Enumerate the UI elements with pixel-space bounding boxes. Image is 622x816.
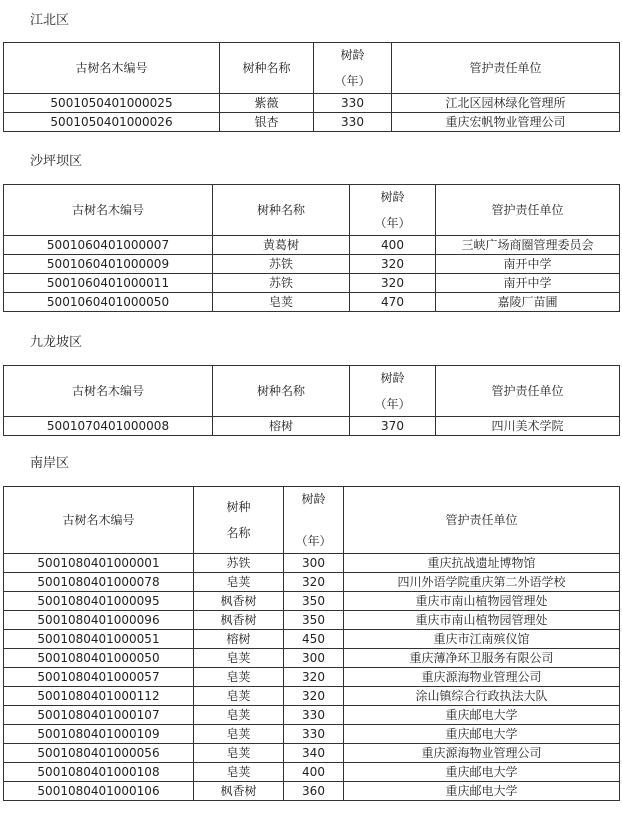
cell-age: 330 — [314, 113, 392, 132]
header-id: 古树名木编号 — [4, 185, 213, 236]
cell-species: 皂荚 — [194, 687, 284, 706]
cell-id: 5001080401000096 — [4, 611, 194, 630]
cell-id: 5001080401000051 — [4, 630, 194, 649]
cell-age: 320 — [284, 573, 344, 592]
cell-id: 5001080401000095 — [4, 592, 194, 611]
section-title-nanan: 南岸区 — [30, 456, 70, 471]
table-row — [4, 293, 620, 312]
cell-unit: 四川美术学院 — [436, 417, 620, 436]
cell-unit: 重庆宏帆物业管理公司 — [392, 113, 620, 132]
cell-id: 5001080401000057 — [4, 668, 194, 687]
header-unit: 管护责任单位 — [436, 185, 620, 236]
table-header-row — [4, 43, 620, 94]
header-species: 树种名称 — [213, 366, 350, 417]
table-row — [4, 113, 620, 132]
cell-species: 皂荚 — [194, 573, 284, 592]
table-row — [4, 782, 620, 801]
header-id: 古树名木编号 — [4, 366, 213, 417]
cell-species: 枫香树 — [194, 782, 284, 801]
cell-unit: 南开中学 — [436, 274, 620, 293]
cell-age: 360 — [284, 782, 344, 801]
cell-species: 苏铁 — [194, 554, 284, 573]
header-age: 树龄 （年） — [314, 43, 392, 94]
cell-id: 5001060401000050 — [4, 293, 213, 312]
table-row — [4, 649, 620, 668]
cell-unit: 重庆薄净环卫服务有限公司 — [344, 649, 620, 668]
cell-species: 苏铁 — [213, 274, 350, 293]
cell-id: 5001080401000112 — [4, 687, 194, 706]
cell-age: 320 — [284, 687, 344, 706]
cell-age: 320 — [284, 668, 344, 687]
cell-species: 榕树 — [213, 417, 350, 436]
header-id: 古树名木编号 — [4, 487, 194, 554]
header-age: 树龄 （年） — [350, 185, 436, 236]
table-row — [4, 592, 620, 611]
cell-species: 皂荚 — [194, 763, 284, 782]
cell-age: 400 — [350, 236, 436, 255]
table-header-row — [4, 366, 620, 417]
cell-age: 300 — [284, 649, 344, 668]
cell-unit: 重庆抗战遗址博物馆 — [344, 554, 620, 573]
cell-age: 450 — [284, 630, 344, 649]
table-row — [4, 744, 620, 763]
cell-age: 470 — [350, 293, 436, 312]
table-row — [4, 725, 620, 744]
table-nanan — [3, 486, 620, 801]
cell-unit: 重庆源海物业管理公司 — [344, 668, 620, 687]
cell-species: 枫香树 — [194, 611, 284, 630]
cell-unit: 重庆源海物业管理公司 — [344, 744, 620, 763]
cell-id: 5001080401000050 — [4, 649, 194, 668]
header-id: 古树名木编号 — [4, 43, 220, 94]
cell-species: 皂荚 — [194, 668, 284, 687]
cell-unit: 涂山镇综合行政执法大队 — [344, 687, 620, 706]
cell-species: 银杏 — [220, 113, 314, 132]
cell-id: 5001070401000008 — [4, 417, 213, 436]
section-title-shapingba: 沙坪坝区 — [30, 154, 83, 169]
cell-species: 皂荚 — [194, 744, 284, 763]
table-row — [4, 554, 620, 573]
cell-unit: 重庆邮电大学 — [344, 706, 620, 725]
table-row — [4, 611, 620, 630]
table-header-row — [4, 185, 620, 236]
cell-id: 5001080401000001 — [4, 554, 194, 573]
cell-id: 5001080401000106 — [4, 782, 194, 801]
header-unit: 管护责任单位 — [392, 43, 620, 94]
cell-unit: 重庆市南山植物园管理处 — [344, 611, 620, 630]
cell-id: 5001080401000078 — [4, 573, 194, 592]
table-row — [4, 630, 620, 649]
cell-species: 紫薇 — [220, 94, 314, 113]
table-row — [4, 417, 620, 436]
header-unit: 管护责任单位 — [344, 487, 620, 554]
header-age: 树龄 （年） — [350, 366, 436, 417]
header-age: 树龄 （年） — [284, 487, 344, 554]
cell-unit: 重庆邮电大学 — [344, 763, 620, 782]
cell-id: 5001050401000026 — [4, 113, 220, 132]
cell-age: 320 — [350, 255, 436, 274]
cell-age: 370 — [350, 417, 436, 436]
cell-age: 300 — [284, 554, 344, 573]
section-title-jiangbei: 江北区 — [30, 13, 70, 28]
cell-species: 皂荚 — [213, 293, 350, 312]
table-row — [4, 668, 620, 687]
cell-age: 350 — [284, 611, 344, 630]
cell-species: 枫香树 — [194, 592, 284, 611]
cell-id: 5001080401000107 — [4, 706, 194, 725]
cell-age: 330 — [314, 94, 392, 113]
table-jiulongpo — [3, 365, 620, 436]
cell-unit: 重庆市南山植物园管理处 — [344, 592, 620, 611]
cell-species: 皂荚 — [194, 706, 284, 725]
table-row — [4, 706, 620, 725]
cell-age: 320 — [350, 274, 436, 293]
header-species: 树种名称 — [220, 43, 314, 94]
cell-age: 340 — [284, 744, 344, 763]
table-row — [4, 573, 620, 592]
cell-unit: 重庆邮电大学 — [344, 725, 620, 744]
cell-age: 400 — [284, 763, 344, 782]
cell-species: 榕树 — [194, 630, 284, 649]
cell-age: 330 — [284, 725, 344, 744]
cell-unit: 重庆市江南殡仪馆 — [344, 630, 620, 649]
table-row — [4, 94, 620, 113]
table-row — [4, 236, 620, 255]
header-species: 树种名称 — [213, 185, 350, 236]
header-unit: 管护责任单位 — [436, 366, 620, 417]
cell-id: 5001060401000007 — [4, 236, 213, 255]
cell-unit: 三峡广场商圈管理委员会 — [436, 236, 620, 255]
section-title-jiulongpo: 九龙坡区 — [30, 335, 83, 350]
table-shapingba — [3, 184, 620, 312]
cell-species: 黄葛树 — [213, 236, 350, 255]
cell-id: 5001060401000011 — [4, 274, 213, 293]
cell-id: 5001050401000025 — [4, 94, 220, 113]
table-row — [4, 687, 620, 706]
cell-id: 5001080401000056 — [4, 744, 194, 763]
cell-unit: 江北区园林绿化管理所 — [392, 94, 620, 113]
table-row — [4, 274, 620, 293]
cell-id: 5001060401000009 — [4, 255, 213, 274]
cell-unit: 嘉陵厂苗圃 — [436, 293, 620, 312]
table-header-row — [4, 487, 620, 554]
cell-unit: 重庆邮电大学 — [344, 782, 620, 801]
header-species: 树种 名称 — [194, 487, 284, 554]
cell-species: 苏铁 — [213, 255, 350, 274]
cell-age: 330 — [284, 706, 344, 725]
table-row — [4, 763, 620, 782]
cell-species: 皂荚 — [194, 725, 284, 744]
cell-id: 5001080401000108 — [4, 763, 194, 782]
table-row — [4, 255, 620, 274]
cell-unit: 南开中学 — [436, 255, 620, 274]
cell-unit: 四川外语学院重庆第二外语学校 — [344, 573, 620, 592]
table-jiangbei — [3, 42, 620, 132]
cell-age: 350 — [284, 592, 344, 611]
cell-species: 皂荚 — [194, 649, 284, 668]
cell-id: 5001080401000109 — [4, 725, 194, 744]
